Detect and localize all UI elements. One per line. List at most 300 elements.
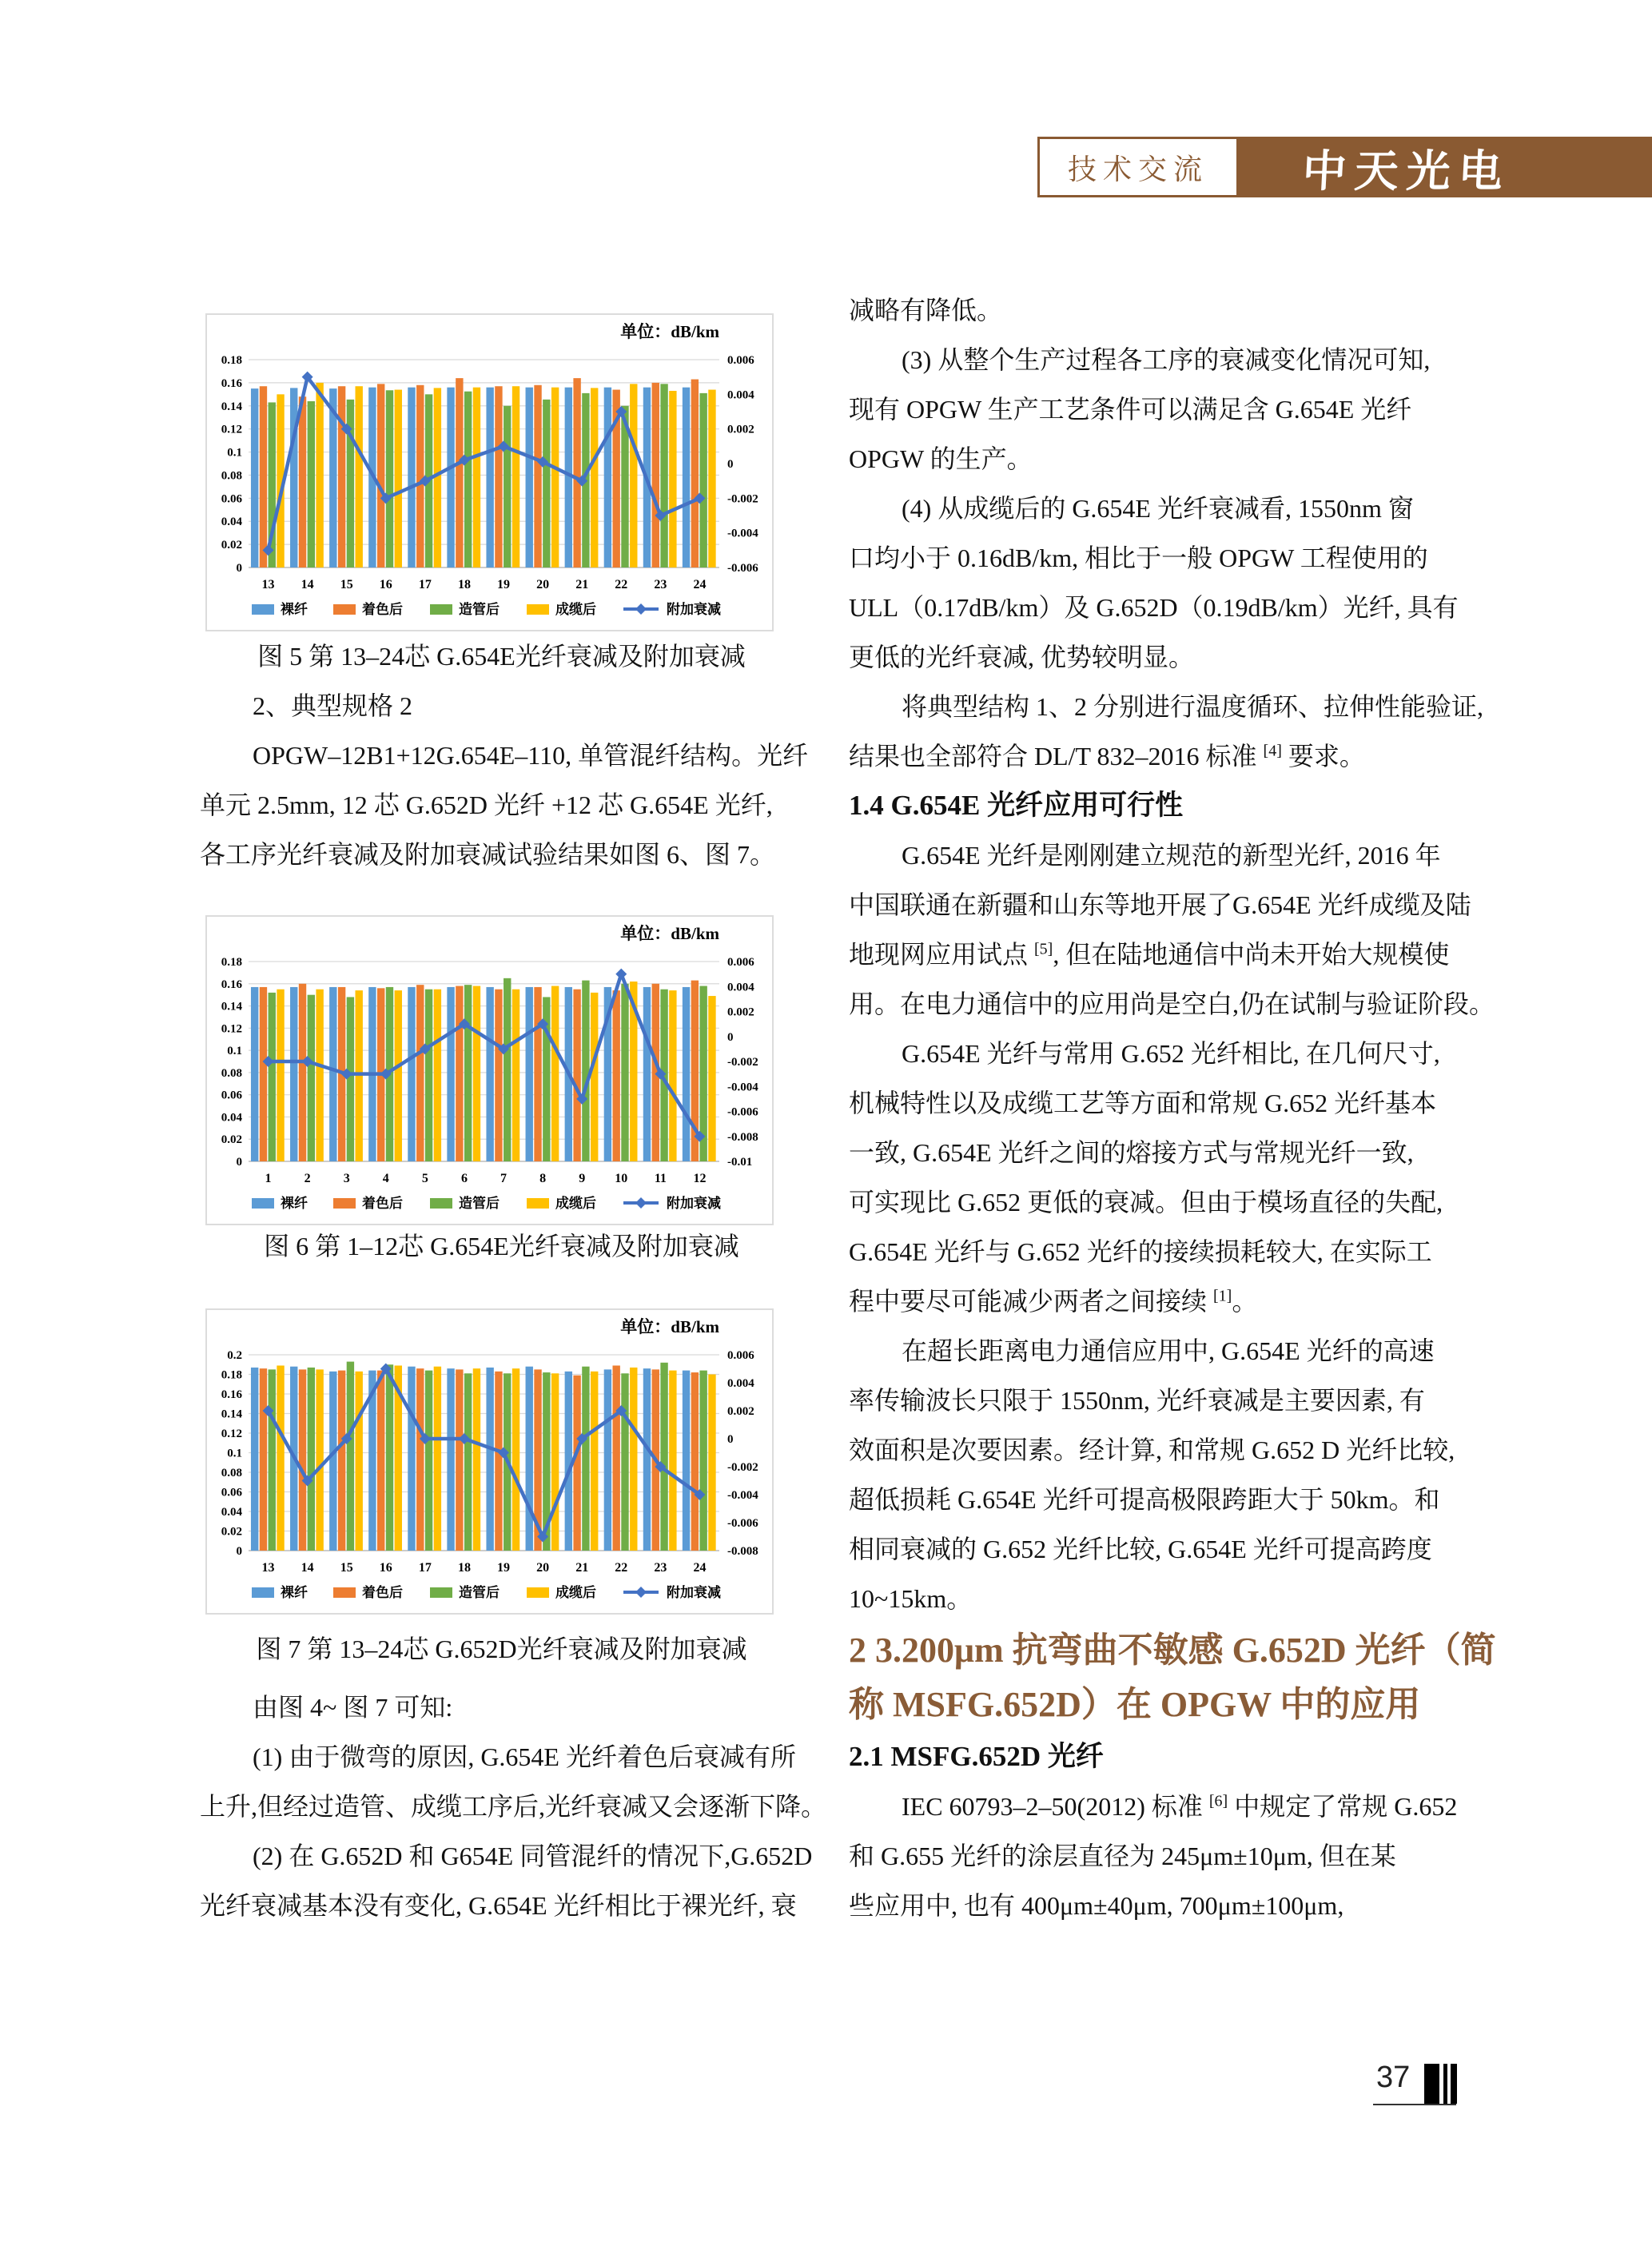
legend-swatch-成缆后 — [527, 1198, 549, 1209]
page-number-bars — [1424, 2064, 1457, 2104]
legend-swatch-裸纤 — [252, 604, 274, 615]
svg-text:13: 13 — [261, 578, 275, 591]
svg-text:0.02: 0.02 — [221, 1133, 242, 1147]
text-line: OPGW 的生产。 — [849, 444, 1033, 473]
text-line: 10~15km。 — [849, 1584, 973, 1613]
bar-成缆后-24 — [708, 1375, 715, 1551]
bar-成缆后-11 — [669, 990, 676, 1161]
svg-text:17: 17 — [418, 1561, 432, 1575]
text-line: 单元 2.5mm, 12 芯 G.652D 光纤 +12 芯 G.654E 光纤, — [200, 790, 773, 819]
svg-text:24: 24 — [693, 1561, 707, 1575]
svg-text:造管后: 造管后 — [459, 1196, 500, 1211]
bar-成缆后-18 — [473, 1368, 480, 1551]
svg-text:-0.006: -0.006 — [727, 1105, 758, 1119]
svg-text:裸纤: 裸纤 — [281, 1196, 308, 1211]
text-line: 由图 4~ 图 7 可知: — [253, 1693, 453, 1722]
svg-text:0.002: 0.002 — [727, 423, 754, 436]
svg-text:0.16: 0.16 — [221, 376, 242, 390]
chart-svg-图5 — [207, 315, 772, 630]
bar-裸纤-15 — [329, 1372, 336, 1551]
svg-text:18: 18 — [457, 578, 471, 591]
text-line: 相同衰减的 G.652 光纤比较, G.654E 光纤可提高跨度 — [849, 1535, 1432, 1563]
bar-着色后-19 — [495, 386, 502, 567]
bar-裸纤-17 — [408, 1367, 415, 1551]
bar-着色后-24 — [691, 1372, 699, 1551]
bar-裸纤-20 — [526, 388, 533, 567]
svg-text:22: 22 — [615, 1561, 628, 1575]
svg-text:0.08: 0.08 — [221, 1066, 242, 1080]
bar-着色后-8 — [534, 987, 541, 1161]
svg-text:15: 15 — [340, 578, 353, 591]
svg-text:6: 6 — [460, 1172, 468, 1185]
svg-text:24: 24 — [693, 578, 707, 591]
svg-text:-0.002: -0.002 — [727, 1056, 758, 1069]
bar-着色后-14 — [299, 396, 306, 567]
svg-text:-0.002: -0.002 — [727, 1461, 758, 1474]
bar-裸纤-13 — [251, 388, 258, 567]
left-column-text-b — [200, 1221, 803, 1271]
bar-裸纤-5 — [408, 987, 415, 1161]
text-line: 超低损耗 G.654E 光纤可提高极限跨距大于 50km。和 — [849, 1485, 1440, 1514]
bar-着色后-13 — [260, 386, 267, 567]
page-header — [1037, 137, 1652, 197]
bar-成缆后-22 — [630, 384, 637, 567]
svg-text:0.02: 0.02 — [221, 539, 242, 552]
bar-造管后-14 — [308, 1368, 315, 1551]
svg-text:附加衰减: 附加衰减 — [667, 1196, 721, 1211]
svg-text:0.12: 0.12 — [221, 423, 242, 436]
section-1-4-heading: 1.4 G.654E 光纤应用可行性 — [849, 790, 1184, 821]
text-line: IEC 60793–2–50(2012) 标准 [6] 中规定了常规 G.652 — [902, 1792, 1458, 1821]
svg-text:23: 23 — [654, 578, 667, 591]
figure7-chart — [205, 1308, 774, 1615]
bar-着色后-18 — [456, 1369, 463, 1551]
bar-裸纤-7 — [486, 987, 493, 1161]
text-line: (4) 从成缆后的 G.654E 光纤衰减看, 1550nm 窗 — [902, 494, 1414, 523]
svg-text:0.12: 0.12 — [221, 1022, 242, 1036]
bar-成缆后-20 — [551, 388, 559, 567]
svg-text:17: 17 — [418, 578, 432, 591]
bar-裸纤-18 — [447, 388, 454, 567]
svg-text:0.1: 0.1 — [227, 1045, 242, 1058]
svg-text:14: 14 — [301, 1561, 314, 1575]
bar-着色后-16 — [377, 1371, 384, 1551]
svg-text:0.004: 0.004 — [727, 981, 754, 994]
svg-text:0: 0 — [236, 1545, 242, 1558]
text-line: ULL（0.17dB/km）及 G.652D（0.19dB/km）光纤, 具有 — [849, 593, 1459, 622]
svg-text:0: 0 — [727, 458, 734, 471]
svg-text:19: 19 — [497, 1561, 511, 1575]
bar-成缆后-21 — [591, 1372, 598, 1551]
svg-text:-0.006: -0.006 — [727, 1517, 758, 1530]
svg-text:-0.01: -0.01 — [727, 1156, 753, 1169]
svg-text:0.1: 0.1 — [227, 446, 242, 460]
bar-成缆后-3 — [356, 990, 363, 1161]
svg-text:着色后: 着色后 — [362, 1585, 403, 1600]
chart-svg-图7 — [207, 1310, 772, 1613]
bar-成缆后-1 — [277, 990, 284, 1161]
svg-text:0.04: 0.04 — [221, 1506, 242, 1519]
bar-造管后-22 — [621, 1373, 628, 1551]
svg-text:-0.008: -0.008 — [727, 1545, 758, 1558]
bar-成缆后-2 — [316, 990, 323, 1161]
bar-裸纤-19 — [486, 1368, 493, 1551]
text-line: 地现网应用试点 [5], 但在陆地通信中尚未开始大规模使 — [849, 940, 1450, 969]
legend-swatch-造管后 — [430, 1587, 452, 1598]
svg-text:造管后: 造管后 — [459, 1585, 500, 1600]
text-line: 可实现比 G.652 更低的衰减。但由于模场直径的失配, — [849, 1188, 1443, 1217]
figure6-chart — [205, 915, 774, 1225]
bar-成缆后-19 — [512, 386, 519, 567]
legend-swatch-造管后 — [430, 1198, 452, 1209]
citation-superscript: [6] — [1208, 1792, 1228, 1810]
bar-裸纤-22 — [604, 388, 611, 567]
citation-superscript: [5] — [1034, 940, 1053, 958]
bar-着色后-10 — [612, 990, 619, 1161]
bar-成缆后-18 — [473, 388, 480, 567]
svg-text:-0.004: -0.004 — [727, 1081, 758, 1094]
section-2-1-heading: 2.1 MSFG.652D 光纤 — [849, 1741, 1104, 1772]
svg-text:成缆后: 成缆后 — [555, 1585, 596, 1600]
bar-成缆后-14 — [316, 1369, 323, 1551]
bar-着色后-9 — [573, 990, 580, 1161]
svg-text:0: 0 — [236, 1156, 242, 1169]
bar-着色后-24 — [691, 380, 699, 567]
bar-造管后-24 — [699, 393, 707, 567]
bar-成缆后-5 — [434, 990, 441, 1161]
figure6-caption: 图 6 第 1–12芯 G.654E光纤衰减及附加衰减 — [264, 1232, 739, 1260]
bar-裸纤-12 — [683, 987, 690, 1161]
bar-着色后-21 — [573, 378, 580, 567]
svg-text:0.18: 0.18 — [221, 956, 242, 969]
svg-text:0.14: 0.14 — [221, 1000, 242, 1013]
svg-text:着色后: 着色后 — [362, 602, 403, 617]
figure5-caption: 图 5 第 13–24芯 G.654E光纤衰减及附加衰减 — [257, 642, 746, 671]
svg-text:0.004: 0.004 — [727, 1377, 754, 1390]
bar-造管后-23 — [660, 384, 667, 567]
citation-superscript: [1] — [1213, 1287, 1232, 1305]
legend-line-marker — [635, 1197, 647, 1209]
bar-着色后-20 — [534, 385, 541, 567]
section-2-heading-line2: 称 MSFG.652D）在 OPGW 中的应用 — [849, 1685, 1421, 1724]
svg-text:-0.004: -0.004 — [727, 1489, 758, 1502]
svg-text:2: 2 — [304, 1172, 311, 1185]
bar-成缆后-19 — [512, 1368, 519, 1551]
chart-svg-图6 — [207, 917, 772, 1224]
bar-成缆后-22 — [630, 1368, 637, 1551]
bar-裸纤-13 — [251, 1368, 258, 1551]
header-brown-band — [1239, 137, 1652, 197]
svg-text:0.08: 0.08 — [221, 1467, 242, 1479]
bar-着色后-17 — [416, 1368, 424, 1551]
text-line: 中国联通在新疆和山东等地开展了G.654E 光纤成缆及陆 — [849, 890, 1471, 919]
legend-swatch-裸纤 — [252, 1587, 274, 1598]
citation-superscript: [4] — [1263, 742, 1282, 760]
bar-thick — [1424, 2064, 1439, 2104]
svg-text:-0.004: -0.004 — [727, 527, 758, 540]
legend-swatch-着色后 — [333, 1587, 356, 1598]
bar-造管后-23 — [660, 1363, 667, 1551]
svg-text:12: 12 — [693, 1172, 707, 1185]
svg-text:10: 10 — [615, 1172, 628, 1185]
publisher-logo: 中天光电 — [1301, 146, 1512, 196]
bar-造管后-2 — [308, 995, 315, 1161]
bar-着色后-6 — [456, 986, 463, 1161]
bar-成缆后-7 — [512, 990, 519, 1161]
bar-成缆后-16 — [395, 390, 402, 567]
svg-text:5: 5 — [421, 1172, 428, 1185]
svg-text:16: 16 — [379, 578, 392, 591]
text-line: G.654E 光纤与常用 G.652 光纤相比, 在几何尺寸, — [902, 1039, 1440, 1068]
bar-着色后-17 — [416, 385, 424, 567]
bar-造管后-18 — [464, 1373, 472, 1551]
svg-text:-0.008: -0.008 — [727, 1130, 758, 1144]
bar-成缆后-15 — [356, 386, 363, 567]
svg-text:13: 13 — [261, 1561, 275, 1575]
bar-裸纤-24 — [683, 388, 690, 567]
bar-裸纤-24 — [683, 1371, 690, 1551]
svg-text:18: 18 — [457, 1561, 471, 1575]
svg-text:0.16: 0.16 — [221, 978, 242, 991]
svg-text:16: 16 — [379, 1561, 392, 1575]
left-column-text-d — [200, 1682, 827, 1930]
bar-裸纤-11 — [643, 987, 651, 1161]
text-line: 用。在电力通信中的应用尚是空白,仍在试制与验证阶段。 — [849, 990, 1495, 1018]
svg-text:0.006: 0.006 — [727, 956, 754, 969]
bar-造管后-16 — [386, 1364, 393, 1551]
figure5-chart — [205, 313, 774, 631]
svg-text:0.2: 0.2 — [227, 1349, 242, 1362]
svg-text:裸纤: 裸纤 — [281, 602, 308, 617]
bar-造管后-20 — [543, 400, 550, 567]
svg-text:0.04: 0.04 — [221, 1111, 242, 1125]
svg-text:19: 19 — [497, 578, 511, 591]
bar-着色后-7 — [495, 990, 502, 1161]
column-tag-box — [1037, 137, 1239, 197]
legend-swatch-成缆后 — [527, 604, 549, 615]
bar-造管后-7 — [504, 978, 511, 1161]
svg-text:1: 1 — [265, 1172, 272, 1185]
bar-着色后-19 — [495, 1372, 502, 1551]
text-line: (2) 在 G.652D 和 G654E 同管混纤的情况下,G.652D — [253, 1842, 813, 1870]
bar-成缆后-14 — [316, 383, 323, 567]
svg-text:0.08: 0.08 — [221, 469, 242, 483]
svg-text:0.004: 0.004 — [727, 388, 754, 402]
svg-text:4: 4 — [382, 1172, 389, 1185]
svg-text:0: 0 — [727, 1030, 734, 1044]
svg-text:0.002: 0.002 — [727, 1405, 754, 1418]
text-line: 率传输波长只限于 1550nm, 光纤衰减是主要因素, 有 — [849, 1386, 1425, 1415]
text-line: 现有 OPGW 生产工艺条件可以满足含 G.654E 光纤 — [849, 395, 1412, 424]
svg-text:0.16: 0.16 — [221, 1388, 242, 1401]
bar-造管后-1 — [269, 993, 276, 1161]
text-line: 一致, G.654E 光纤之间的熔接方式与常规光纤一致, — [849, 1138, 1414, 1167]
bar-成缆后-6 — [473, 986, 480, 1161]
bar-裸纤-19 — [486, 388, 493, 567]
bar-裸纤-14 — [290, 388, 297, 567]
bar-造管后-6 — [464, 985, 472, 1161]
text-line: 更低的光纤衰减, 优势较明显。 — [849, 643, 1195, 671]
svg-text:0: 0 — [727, 1433, 734, 1446]
svg-text:22: 22 — [615, 578, 628, 591]
line-marker — [615, 969, 627, 980]
bar-造管后-14 — [308, 401, 315, 567]
bar-造管后-10 — [621, 984, 628, 1161]
text-line: G.654E 光纤与 G.652 光纤的接续损耗较大, 在实际工 — [849, 1237, 1432, 1266]
svg-text:单位：dB/km: 单位：dB/km — [620, 924, 719, 943]
text-line: 光纤衰减基本没有变化, G.654E 光纤相比于裸光纤, 衰 — [200, 1891, 797, 1920]
bar-着色后-5 — [416, 985, 424, 1161]
text-line: 程中要尽可能减少两者之间接续 [1]。 — [849, 1287, 1258, 1316]
bar-成缆后-20 — [551, 1373, 559, 1551]
bar-着色后-22 — [612, 1365, 619, 1551]
svg-text:单位：dB/km: 单位：dB/km — [620, 1317, 719, 1336]
svg-text:着色后: 着色后 — [362, 1196, 403, 1211]
bar-着色后-16 — [377, 384, 384, 567]
figure7-caption: 图 7 第 13–24芯 G.652D光纤衰减及附加衰减 — [256, 1635, 747, 1663]
bar-着色后-23 — [652, 383, 659, 567]
bar-裸纤-8 — [526, 987, 533, 1161]
svg-text:0.18: 0.18 — [221, 354, 242, 367]
bar-着色后-21 — [573, 1376, 580, 1551]
bar-着色后-1 — [260, 987, 267, 1161]
svg-text:21: 21 — [575, 578, 589, 591]
svg-text:0.002: 0.002 — [727, 1006, 754, 1019]
bar-造管后-13 — [269, 1369, 276, 1551]
bar-造管后-15 — [347, 1362, 354, 1551]
svg-text:0.02: 0.02 — [221, 1525, 242, 1539]
text-line: 减略有降低。 — [849, 296, 1003, 325]
bar-裸纤-3 — [329, 987, 336, 1161]
bar-造管后-19 — [504, 406, 511, 567]
left-column-text-a — [200, 631, 809, 879]
bar-着色后-14 — [299, 1369, 306, 1551]
legend-swatch-着色后 — [333, 604, 356, 615]
svg-text:附加衰减: 附加衰减 — [667, 602, 721, 617]
svg-text:0.18: 0.18 — [221, 1368, 242, 1382]
legend-line-marker — [635, 603, 647, 615]
legend-line-marker — [635, 1587, 647, 1598]
svg-text:11: 11 — [654, 1172, 667, 1185]
text-line: 在超长距离电力通信应用中, G.654E 光纤的高速 — [902, 1336, 1435, 1365]
svg-text:0: 0 — [236, 562, 242, 575]
svg-text:裸纤: 裸纤 — [281, 1585, 308, 1600]
bar-medium — [1451, 2064, 1457, 2104]
svg-text:0.04: 0.04 — [221, 516, 242, 529]
svg-text:20: 20 — [536, 578, 550, 591]
text-line: 和 G.655 光纤的涂层直径为 245μm±10μm, 但在某 — [849, 1842, 1396, 1870]
svg-text:0.06: 0.06 — [221, 1486, 242, 1499]
legend-swatch-造管后 — [430, 604, 452, 615]
legend-swatch-成缆后 — [527, 1587, 549, 1598]
text-line: 些应用中, 也有 400μm±40μm, 700μm±100μm, — [849, 1891, 1344, 1920]
bar-着色后-13 — [260, 1368, 267, 1551]
svg-text:20: 20 — [536, 1561, 550, 1575]
text-line: OPGW–12B1+12G.654E–110, 单管混纤结构。光纤 — [253, 741, 809, 770]
svg-text:0.1: 0.1 — [227, 1447, 242, 1460]
svg-text:8: 8 — [539, 1172, 547, 1185]
bar-造管后-17 — [425, 1371, 432, 1551]
svg-text:21: 21 — [575, 1561, 589, 1575]
svg-text:-0.002: -0.002 — [727, 492, 758, 506]
svg-text:-0.006: -0.006 — [727, 562, 758, 575]
bar-裸纤-22 — [604, 1369, 611, 1551]
bar-造管后-24 — [699, 1371, 707, 1551]
bar-造管后-3 — [347, 997, 354, 1161]
bar-成缆后-15 — [356, 1372, 363, 1551]
right-column-text — [849, 285, 1496, 1930]
bar-着色后-15 — [338, 386, 345, 567]
bar-成缆后-23 — [669, 1371, 676, 1551]
section-2-heading-line1: 2 3.200μm 抗弯曲不敏感 G.652D 光纤（简 — [849, 1631, 1496, 1670]
text-line: 结果也全部符合 DL/T 832–2016 标准 [4] 要求。 — [849, 742, 1365, 771]
bar-裸纤-1 — [251, 987, 258, 1161]
bar-着色后-18 — [456, 378, 463, 567]
text-line: (3) 从整个生产过程各工序的衰减变化情况可知, — [902, 345, 1431, 374]
text-line: 将典型结构 1、2 分别进行温度循环、拉伸性能验证, — [902, 692, 1484, 721]
text-line: (1) 由于微弯的原因, G.654E 光纤着色后衰减有所 — [253, 1742, 796, 1771]
bar-造管后-5 — [425, 990, 432, 1161]
bar-裸纤-6 — [447, 987, 454, 1161]
svg-text:14: 14 — [301, 578, 314, 591]
legend-swatch-裸纤 — [252, 1198, 274, 1209]
text-line: 2、典型规格 2 — [253, 691, 413, 720]
svg-text:7: 7 — [500, 1172, 508, 1185]
svg-text:成缆后: 成缆后 — [555, 1196, 596, 1211]
svg-text:0.06: 0.06 — [221, 492, 242, 506]
svg-text:23: 23 — [654, 1561, 667, 1575]
bar-着色后-15 — [338, 1371, 345, 1551]
bar-造管后-9 — [582, 981, 589, 1161]
bar-成缆后-17 — [434, 1367, 441, 1551]
svg-text:造管后: 造管后 — [459, 602, 500, 617]
bar-成缆后-24 — [708, 390, 715, 567]
text-line: 上升,但经过造管、成缆工序后,光纤衰减又会逐渐下降。 — [200, 1792, 827, 1821]
legend-swatch-着色后 — [333, 1198, 356, 1209]
svg-text:3: 3 — [343, 1172, 350, 1185]
bar-裸纤-18 — [447, 1368, 454, 1551]
svg-text:15: 15 — [340, 1561, 353, 1575]
text-line: 口均小于 0.16dB/km, 相比于一般 OPGW 工程使用的 — [849, 544, 1428, 572]
svg-text:附加衰减: 附加衰减 — [667, 1585, 721, 1600]
bar-裸纤-17 — [408, 388, 415, 567]
bar-成缆后-23 — [669, 391, 676, 567]
text-line: 各工序光纤衰减及附加衰减试验结果如图 6、图 7。 — [200, 840, 776, 869]
page-number-rule — [1373, 2104, 1456, 2105]
text-line: G.654E 光纤是刚刚建立规范的新型光纤, 2016 年 — [902, 841, 1441, 870]
bar-成缆后-4 — [395, 990, 402, 1161]
text-line: 效面积是次要因素。经计算, 和常规 G.652 D 光纤比较, — [849, 1436, 1455, 1464]
svg-text:成缆后: 成缆后 — [555, 602, 596, 617]
bar-成缆后-21 — [591, 388, 598, 567]
svg-text:0.006: 0.006 — [727, 354, 754, 367]
svg-text:0.14: 0.14 — [221, 400, 242, 413]
column-tag-label: 技术交流 — [1067, 152, 1208, 185]
bar-裸纤-2 — [290, 987, 297, 1161]
svg-text:0.06: 0.06 — [221, 1089, 242, 1102]
bar-造管后-18 — [464, 392, 472, 567]
svg-text:0.12: 0.12 — [221, 1428, 242, 1440]
bar-着色后-2 — [299, 984, 306, 1161]
svg-text:9: 9 — [579, 1172, 586, 1185]
bar-成缆后-12 — [708, 996, 715, 1161]
bar-成缆后-9 — [591, 993, 598, 1161]
bar-造管后-21 — [582, 1367, 589, 1551]
svg-text:0.006: 0.006 — [727, 1349, 754, 1362]
svg-text:0.14: 0.14 — [221, 1408, 242, 1421]
bar-成缆后-8 — [551, 986, 559, 1161]
bar-裸纤-23 — [643, 1368, 651, 1551]
